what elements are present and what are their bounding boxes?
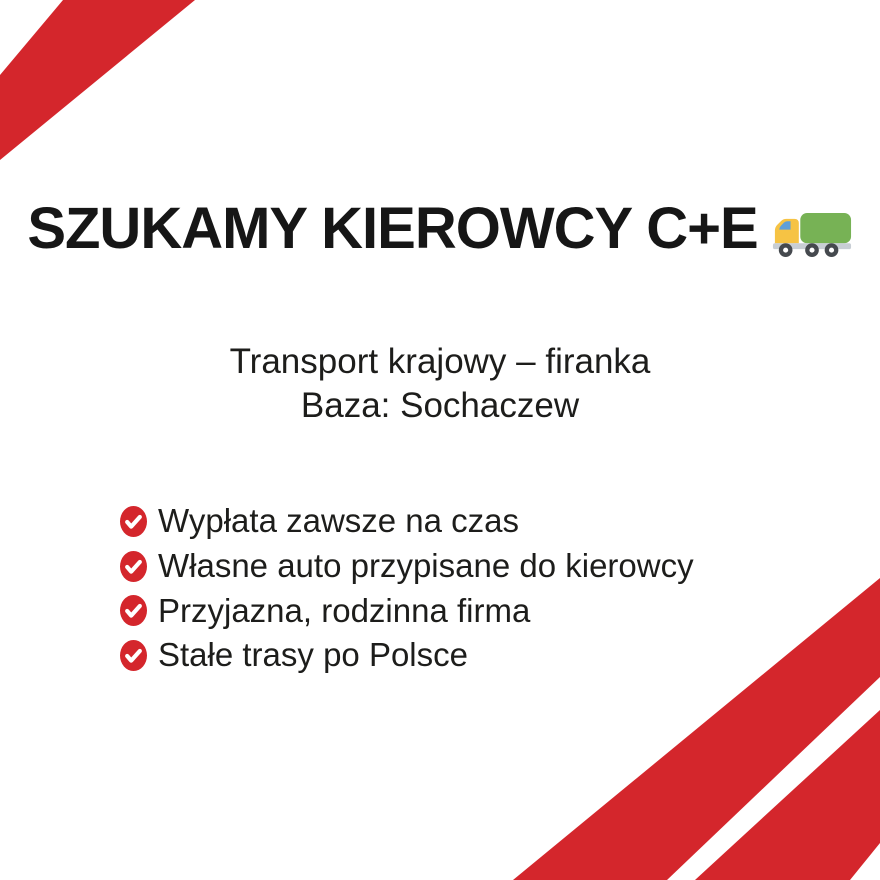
check-circle-icon xyxy=(120,506,147,537)
check-circle-icon xyxy=(120,595,147,626)
top-left-stripe xyxy=(0,0,195,160)
benefit-label: Wypłata zawsze na czas xyxy=(158,502,520,540)
subtitle xyxy=(0,340,880,428)
benefits-list xyxy=(120,499,694,678)
benefit-label: Przyjazna, rodzinna firma xyxy=(158,591,531,629)
subtitle-line-1: Transport krajowy – firanka xyxy=(229,342,651,381)
benefit-item xyxy=(120,588,694,633)
benefit-item xyxy=(120,544,694,589)
page-title-text: SZUKAMY KIEROWCY C+E xyxy=(27,196,758,261)
check-circle-icon xyxy=(120,551,147,582)
page-title xyxy=(0,198,880,260)
benefit-item xyxy=(120,499,694,544)
benefit-label: Własne auto przypisane do kierowcy xyxy=(158,547,694,585)
subtitle-line-2: Baza: Sochaczew xyxy=(300,386,580,425)
truck-icon xyxy=(771,211,853,258)
benefit-item xyxy=(120,633,694,678)
check-circle-icon xyxy=(120,640,147,671)
benefit-label: Stałe trasy po Polsce xyxy=(158,636,468,674)
